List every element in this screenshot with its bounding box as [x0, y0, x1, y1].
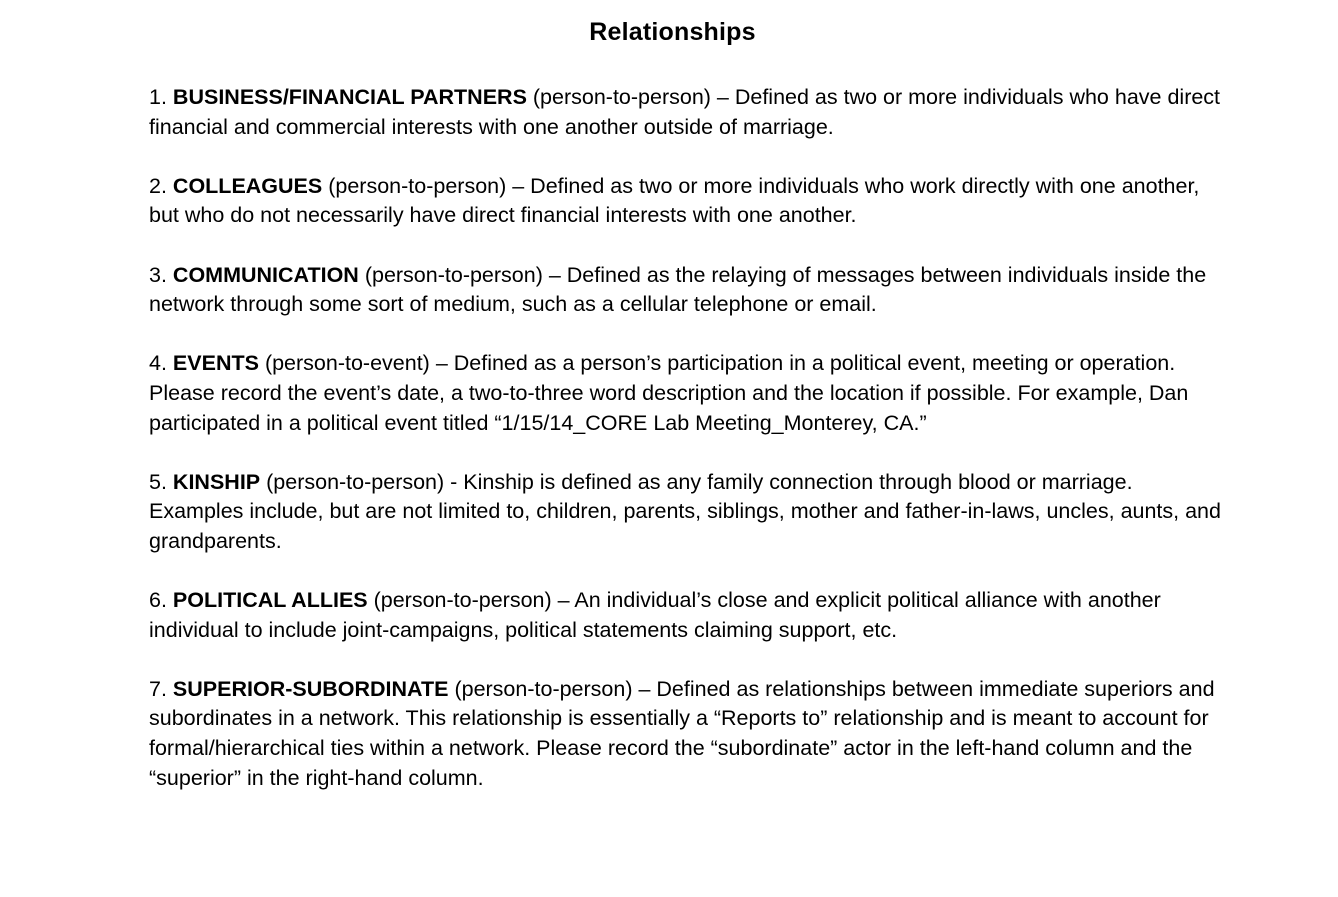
item-term: EVENTS [172, 351, 259, 376]
list-item-colleagues [149, 172, 1229, 231]
item-description: (person-to-person) – An individual’s close and explicit political alliance with another individual to include joint-campaigns, political statements claiming support, etc. [149, 588, 1161, 642]
relationship-list [149, 83, 1229, 793]
list-item-superior-subordinate [149, 675, 1229, 793]
item-term: POLITICAL ALLIES [172, 588, 368, 613]
item-term: KINSHIP [172, 469, 261, 494]
item-description: (person-to-event) – Defined as a person’s participation in a political event, meeting or operation. Please record the event’s date, a two-to-three word description and the location if possible. For example, Dan participated in a political event titled “1/15/14_CORE Lab Meeting_Monterey, CA.” [149, 351, 1189, 435]
item-description: (person-to-person) – Defined as relationships between immediate superiors and subordinates in a network. This relationship is essentially a “Reports to” relationship and is meant to account for formal/hierarchical ties within a network. Please record the “subordinate” actor in the left-hand column and the “superior” in the right-hand column. [149, 676, 1215, 790]
item-term: COMMUNICATION [172, 262, 359, 287]
list-item-business-financial-partners [149, 83, 1229, 142]
item-term: BUSINESS/FINANCIAL PARTNERS [172, 85, 527, 109]
item-description: (person-to-person) – Defined as two or more individuals who have direct financial and commercial interests with one another outside of marriage. [149, 85, 1221, 139]
list-item-communication [149, 261, 1229, 320]
item-term: COLLEAGUES [172, 173, 323, 198]
list-item-kinship [149, 468, 1229, 557]
item-number: 5. [149, 469, 167, 494]
item-number: 1. [149, 85, 167, 109]
list-item-events [149, 349, 1229, 438]
item-term: SUPERIOR-SUBORDINATE [172, 676, 449, 701]
item-description: (person-to-person) – Defined as two or more individuals who work directly with one another, but who do not necessarily have direct financial interests with one another. [149, 173, 1200, 228]
item-number: 4. [149, 351, 167, 376]
item-number: 7. [149, 676, 167, 701]
item-number: 6. [149, 588, 167, 613]
item-number: 3. [149, 262, 167, 287]
item-description: (person-to-person) - Kinship is defined as any family connection through blood or marriage. Examples include, but are not limited to, children, parents, siblings, mother and father-in-laws, uncles, aunts, and grandparents. [149, 469, 1221, 553]
page-title: Relationships [589, 18, 756, 46]
list-item-political-allies [149, 586, 1229, 645]
item-number: 2. [149, 173, 167, 198]
item-description: (person-to-person) – Defined as the relaying of messages between individuals inside the network through some sort of medium, such as a cellular telephone or email. [149, 262, 1207, 317]
